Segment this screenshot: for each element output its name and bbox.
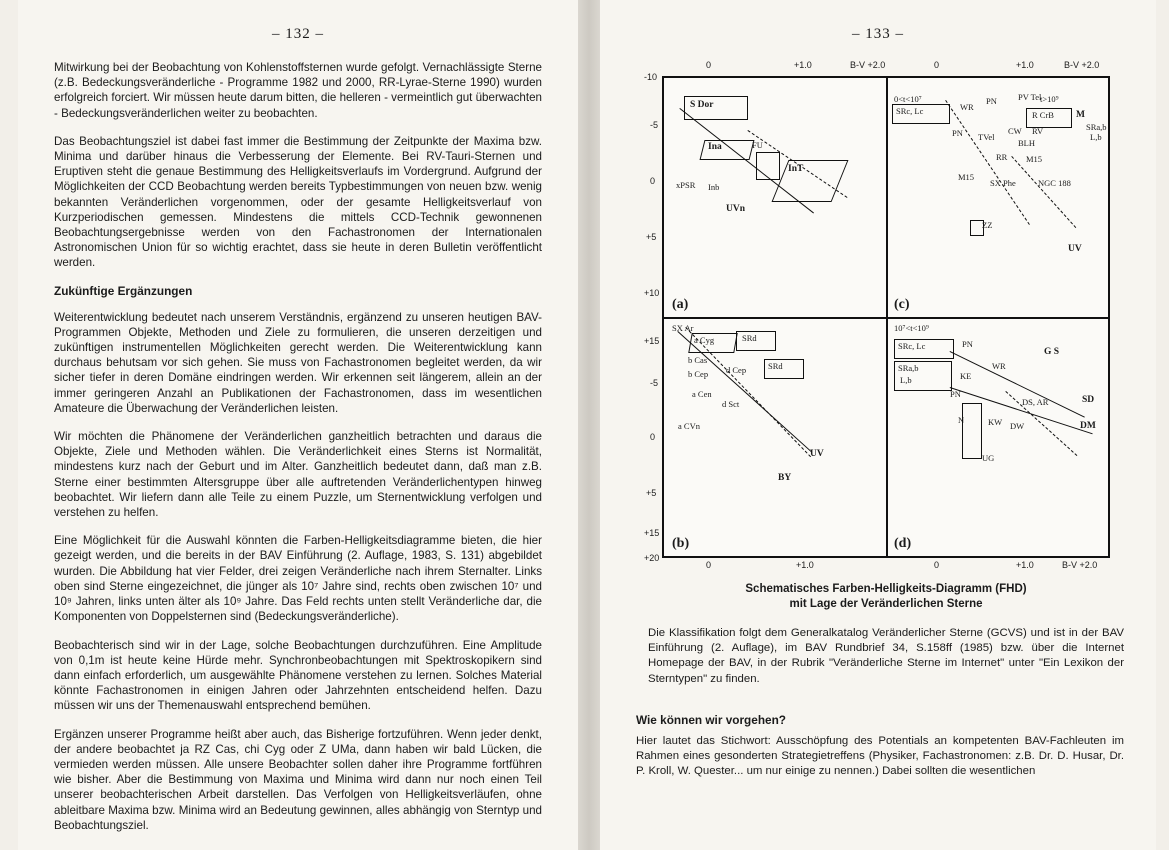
- figure-caption: [644, 582, 1128, 612]
- region-label-pn2: PN: [952, 128, 963, 138]
- region-label-dm: DM: [1080, 421, 1096, 431]
- region-label-rv: RV: [1032, 126, 1044, 136]
- region-label-blh: BLH: [1018, 138, 1035, 148]
- axis-tick-y-3: +5: [646, 232, 657, 242]
- paragraph: Mitwirkung bei der Beobachtung von Kohlenstoffsternen wurde gefolgt. Vernachlässigte Sterne (z.B. Bedeckungsveränderliche - Programme 1982 und 2000, RR-Lyrae-Sterne 1990) wurden erfolgreich forciert. Wir müssen heute darum bitten, die helleren - vermeintlich gut überwachten - Bedeckungsveränderlichen weiter zu beobachten.: [54, 61, 542, 120]
- region-label-srd2: SRd: [768, 361, 783, 371]
- paragraph: Das Beobachtungsziel ist dabei fast immer die Bestimmung der Zeitpunkte der Maxima bzw. Minima und darüber hinaus die Verbesserung der Elemente. Bei RV-Tauri-Sternen und Eruptiven steht die genaue Bestimmung des Helligkeitsverlaufs im Vordergrund. Aufgrund der Möglichkeiten der CCD Beobachtung werden bereits Typbestimmungen von neuen bzw. wenig bekannten Veränderlichen vorgenommen, oder der gesamte Helligkeitsverlauf von Kurzperiodischen gemessen. Mindestens die mittels CCD-Technik gewonnenen Beobachtungsergebnisse werden von den Fachastronomen der Internationalen Astronomischen Union für so wichtig erachtet, dass sie heute in deren Bulletin veröffentlicht werden.: [54, 134, 542, 270]
- region-label-pn-d: PN: [962, 339, 973, 349]
- axis-tick-y-4: +10: [644, 288, 660, 298]
- region-label-ug: UG: [982, 453, 995, 463]
- region-label-psr: xPSR: [676, 180, 696, 190]
- region-label-srclc-d: SRc, Lc: [898, 341, 926, 351]
- region-label-dsct: d Sct: [722, 399, 740, 409]
- region-label-srd1: SRd: [742, 333, 757, 343]
- panel-d: [886, 317, 1108, 556]
- region-label-wr-d: WR: [992, 361, 1006, 371]
- region-box: [772, 160, 849, 202]
- region-label-acen: a Cen: [692, 389, 712, 399]
- paragraph: Beobachterisch sind wir in der Lage, solche Beobachtungen durchzuführen. Eine Amplitude von 0,1m ist heute keine Hürde mehr. Synchronbeobachtungen mit Spektroskopikern sind dann einfach erforderlich, um ausgewählte Phänomene verstehen zu lernen. Solches Material könnte Fachastronomen in einigen Jahren oder Jahrzehnten entscheidend helfen. Dazu müssen wir uns der Themenauswahl entsprechend bemühen.: [54, 638, 542, 713]
- panel-b-label: (b): [672, 536, 690, 551]
- region-label-rcrb: R CrB: [1032, 110, 1054, 120]
- figure-caption-line1: Schematisches Farben-Helligkeits-Diagramm (FHD): [745, 583, 1027, 595]
- axis-tick-bottom-right-2: B-V +2.0: [1062, 560, 1098, 570]
- region-label-sd: SD: [1082, 395, 1095, 405]
- region-label-rr: RR: [996, 152, 1008, 162]
- age-annotation-c-right: t>10⁹: [1040, 94, 1059, 104]
- region-label-ina: Ina: [708, 142, 722, 152]
- section-heading: Zukünftige Ergänzungen: [54, 283, 193, 298]
- panel-d-label: (d): [894, 536, 912, 551]
- axis-tick-top-left-0: 0: [706, 60, 712, 70]
- region-box: [962, 403, 982, 459]
- panel-c-label: (c): [894, 297, 910, 312]
- axis-tick-top-right-1: +1.0: [1016, 60, 1034, 70]
- axis-tick-y-6: -5: [650, 378, 659, 388]
- region-label-n: N: [958, 415, 965, 425]
- region-label-wr: WR: [960, 102, 974, 112]
- left-page-body: [54, 60, 542, 846]
- region-label-pn2-d: PN: [950, 389, 961, 399]
- region-label-srclc: SRc, Lc: [896, 106, 924, 116]
- region-label-ke: KE: [960, 371, 972, 381]
- region-label-sdor: S Dor: [690, 100, 714, 110]
- axis-tick-y-0: -10: [644, 72, 658, 82]
- region-label-dcep: d Cep: [726, 365, 747, 375]
- figure-frame: [662, 76, 1110, 558]
- axis-tick-bottom-left-0: 0: [706, 560, 712, 570]
- age-annotation-d: 10⁷<t<10⁹: [894, 323, 929, 333]
- axis-tick-y-10: +20: [644, 553, 660, 563]
- region-label-dsar: DS, AR: [1022, 397, 1049, 407]
- paragraph: Wir möchten die Phänomene der Veränderlichen ganzheitlich betrachten und daraus die Objekte, Ziele und Methoden wählen. Die Veränderlichkeit eines Sterns ist Normalität, mindestens kurz nach der Geburt und im Alter. Ganzheitlich bedeutet dann, daß man z.B. Sterne einer bestimmten Altersgruppe über alle auftretenden Veränderlichentypen hinweg beobachtet. Wir liefern dann alle Teile zu einem Puzzle, um Sternentwicklung verfolgen und verstehen zu helfen.: [54, 430, 542, 520]
- region-label-zz: ZZ: [982, 220, 993, 230]
- region-label-pn: PN: [986, 96, 997, 106]
- axis-tick-bottom-right-0: 0: [934, 560, 940, 570]
- region-label-gs: G S: [1044, 347, 1060, 357]
- axis-tick-y-8: +5: [646, 488, 657, 498]
- paragraph: Hier lautet das Stichwort: Ausschöpfung des Potentials an kompetenten BAV-Fachleuten im Rahmen eines gesonderten Strategietreffens (Physiker, Fachastronomen: z.B. Dr. D. Husar, Dr. P. Kroll, W. Quester... um nur einige zu nennen.) Dabei sollten die wesentlichen: [636, 735, 1124, 778]
- region-label-acvn: a CVn: [678, 421, 700, 431]
- axis-tick-top-left-2: B-V +2.0: [850, 60, 886, 70]
- paragraph: Weiterentwicklung bedeutet nach unserem Verständnis, ergänzend zu unseren heutigen BAV-Programmen Objekte, Methoden und Ziele zu formulieren, die unseren derzeitigen und zukünftigen instrumentellen Möglichkeiten gerecht werden. Die Weiterentwicklung kann durchaus behutsam vor sich gehen. Sie muss von Fachastronomen begleitet werden, da wir sicher tiefer in deren Domäne eindringen werden. Wir erkennen seit längerem, allein an der immer geringeren Anzahl an Publikationen der Fachastronomen, dass im wesentlichen Amateure die Überwachung der Veränderlichen leisten.: [54, 310, 542, 415]
- region-label-pvtel: PV Tel: [1018, 92, 1042, 102]
- region-label-bcep: b Cep: [688, 369, 709, 379]
- axis-tick-y-7: 0: [650, 432, 656, 442]
- region-label-sxar: SX Ar: [672, 323, 694, 333]
- left-page: [18, 0, 578, 850]
- region-label-m: M: [1076, 110, 1085, 120]
- axis-tick-y-1: -5: [650, 120, 659, 130]
- figure-note: Die Klassifikation folgt dem Generalkatalog Veränderlicher Sterne (GCVS) und ist in der BAV Einführung (2. Auflage), im BAV Rundbrief 34, S.158ff (1985) bzw. über die Internet Homepage der BAV, in der Rubrik "Veränderliche Sterne im Internet" unter "Ein Lexikon der Sterntypen" zu finden.: [648, 627, 1124, 685]
- region-label-fu: FU: [752, 140, 763, 150]
- region-label-uvn: UVn: [726, 204, 746, 214]
- right-page: [600, 0, 1156, 850]
- region-label-int: InT: [788, 164, 804, 174]
- region-label-lb-d: L,b: [900, 375, 912, 385]
- panel-a: [664, 78, 886, 317]
- region-label-bcas: b Cas: [688, 355, 708, 365]
- region-label-uv: UV: [1068, 244, 1082, 254]
- region-label-by: BY: [778, 473, 792, 483]
- region-label-inb: Inb: [708, 182, 720, 192]
- age-annotation-c-left: 0<t<10⁷: [894, 94, 922, 104]
- axis-tick-top-right-0: 0: [934, 60, 940, 70]
- axis-tick-bottom-right-1: +1.0: [1016, 560, 1034, 570]
- axis-tick-y-5: +15: [644, 336, 660, 346]
- axis-tick-top-left-1: +1.0: [794, 60, 812, 70]
- section-heading-right: Wie können wir vorgehen?: [636, 713, 786, 727]
- region-label-acyg: a Cyg: [694, 335, 715, 345]
- page-number-left: – 132 –: [272, 26, 324, 42]
- panel-c: [886, 78, 1108, 317]
- region-label-cw: CW: [1008, 126, 1022, 136]
- region-label-srab: SRa,b: [1086, 122, 1107, 132]
- page-number-right: – 133 –: [852, 26, 904, 42]
- region-label-uv-b: UV: [810, 449, 824, 459]
- region-label-tvel: TVel: [978, 132, 995, 142]
- region-label-m15b: M15: [958, 172, 975, 182]
- figure-colour-magnitude-diagram: [644, 58, 1124, 568]
- panel-b: [664, 317, 886, 556]
- region-label-ngc188: NGC 188: [1038, 178, 1071, 188]
- panel-a-label: (a): [672, 297, 689, 312]
- region-label-srab-d: SRa,b: [898, 363, 919, 373]
- region-label-kw: KW: [988, 417, 1003, 427]
- paragraph: Ergänzen unserer Programme heißt aber auch, das Bisherige fortzuführen. Wenn jeder denkt, der andere beobachtet ja RZ Cas, chi Cyg oder Z UMa, dann haben wir bald Lücken, die vermieden werden müssen. Alle unsere Beobachter sollen daher ihre Programme fortführen wie bisher. Aber die Bestimmung von Maxima und Minima wird dann nur noch einen Teil unserer beobachterischen Arbeit darstellen. Das Verfolgen von Helligkeitsverläufen, ohne ableitbare Maxima bzw. Minima wird an Bedeutung gewinnen, alles abhängig von Sterntyp und Beobachtungsziel.: [54, 727, 542, 832]
- figure-caption-line2: mit Lage der Veränderlichen Sterne: [789, 598, 983, 610]
- axis-tick-top-right-2: B-V +2.0: [1064, 60, 1100, 70]
- region-label-dw: DW: [1010, 421, 1025, 431]
- evolution-dashed-line: [1011, 156, 1076, 228]
- region-label-lb: L,b: [1090, 132, 1102, 142]
- region-label-m15a: M15: [1026, 154, 1043, 164]
- axis-tick-y-9: +15: [644, 528, 660, 538]
- axis-tick-bottom-left-1: +1.0: [796, 560, 814, 570]
- axis-tick-y-2: 0: [650, 176, 656, 186]
- region-label-sxphe: SX Phe: [990, 178, 1016, 188]
- paragraph: Eine Möglichkeit für die Auswahl könnten die Farben-Helligkeitsdiagramme bieten, die hier gezeigt werden, und die bereits in der BAV Einführung (2. Auflage, 1983, S. 131) abgebildet wurden. Die Abbildung hat vier Felder, drei zeigen Veränderliche nach ihrem Sternalter. Links oben sind Sterne eingezeichnet, die jünger als 10⁷ Jahre sind, rechts oben zwischen 10⁷ und 10⁹ Jahren, links unten älter als 10⁹ Jahre. Das Feld rechts unten stellt Veränderliche dar, die Komponenten von Doppelsternen sind (Bedeckungsveränderliche).: [54, 534, 542, 624]
